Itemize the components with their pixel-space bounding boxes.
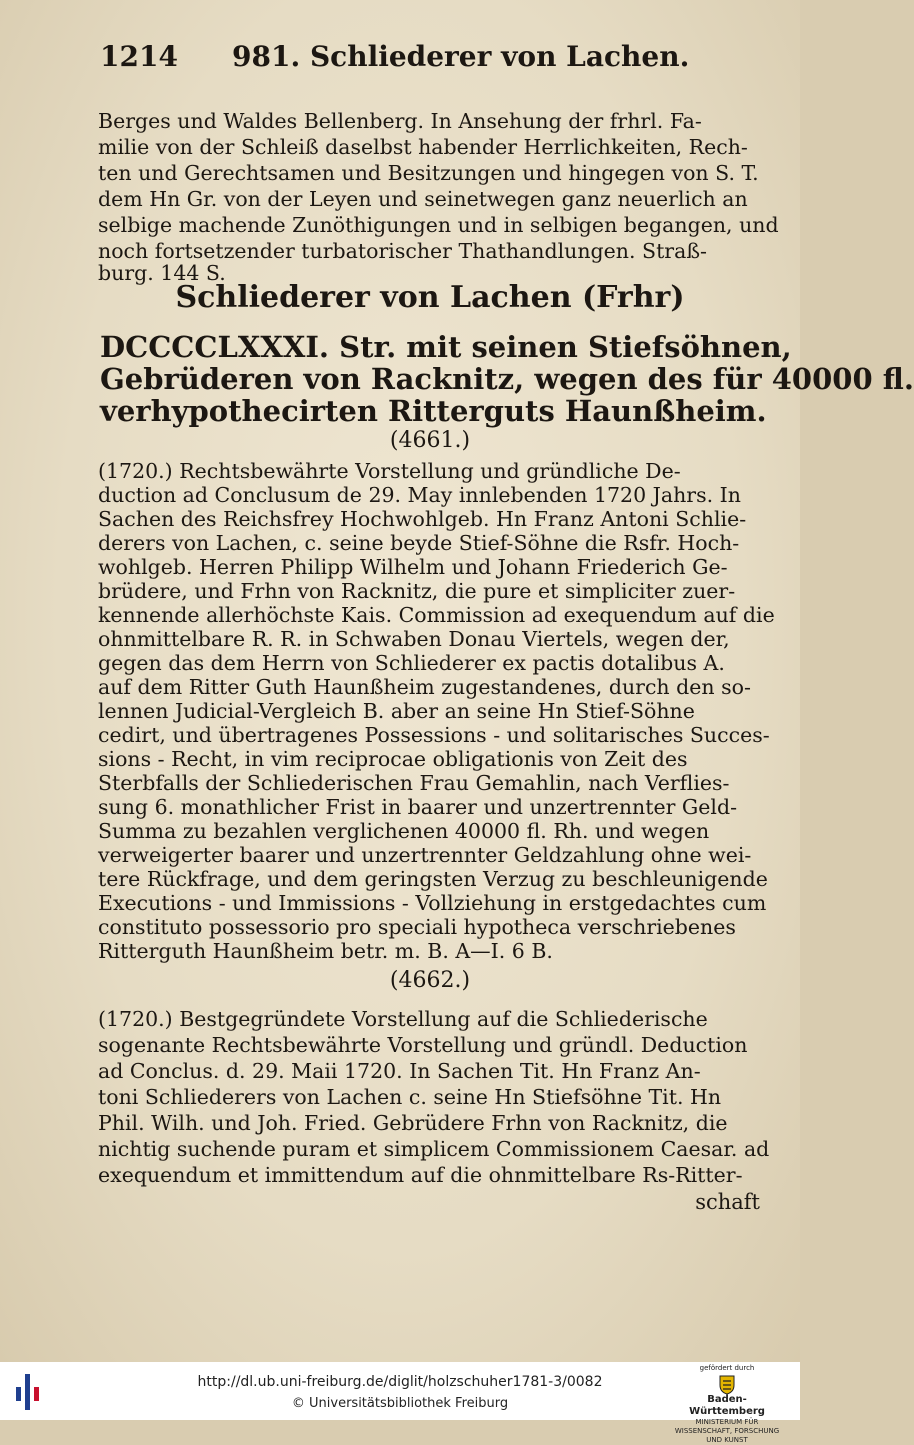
- item-line: Phil. Wilh. und Joh. Fried. Gebrüdere Frhn von Racknitz, die: [98, 1111, 728, 1135]
- item-line: wohlgeb. Herren Philipp Wilhelm und Johann Friederich Ge-: [98, 555, 728, 579]
- intro-line: burg. 144 S.: [98, 261, 226, 285]
- item-line: auf dem Ritter Guth Haunßheim zugestandenes, durch den so-: [98, 675, 751, 699]
- item-line: ad Conclus. d. 29. Maii 1720. In Sachen Tit. Hn Franz An-: [98, 1059, 701, 1083]
- item-line: Ritterguth Haunßheim betr. m. B. A—I. 6 B.: [98, 939, 553, 963]
- item-line: kennende allerhöchste Kais. Commission ad exequendum auf die: [98, 603, 775, 627]
- item-line: constituto possessorio pro speciali hypotheca verschriebenes: [98, 915, 736, 939]
- item-line: lennen Judicial-Vergleich B. aber an seine Hn Stief-Söhne: [98, 699, 695, 723]
- item-line: cedirt, und übertragenes Possessions - und solitarisches Succes-: [98, 723, 770, 747]
- item-line: sung 6. monathlicher Frist in baarer und unzertrennter Geld-: [98, 795, 738, 819]
- item-line: Executions - und Immissions - Vollziehung in erstgedachtes cum: [98, 891, 767, 915]
- copyright-text: © Universitätsbibliothek Freiburg: [291, 1396, 509, 1411]
- intro-line: Berges und Waldes Bellenberg. In Ansehung der frhrl. Fa-: [98, 109, 702, 133]
- item-line: ohnmittelbare R. R. in Schwaben Donau Viertels, wegen der,: [98, 627, 730, 651]
- intro-line: ten und Gerechtsamen und Besitzungen und hingegen von S. T.: [98, 161, 759, 185]
- item-line: (1720.) Rechtsbewährte Vorstellung und gründliche De-: [98, 459, 681, 483]
- sponsor-subtitle: MINISTERIUM FÜR WISSENSCHAFT, FORSCHUNG UND KUNST: [674, 1418, 780, 1444]
- item-line: sogenante Rechtsbewährte Vorstellung und gründl. Deduction: [98, 1033, 748, 1057]
- item-line: derers von Lachen, c. seine beyde Stief-Söhne die Rsfr. Hoch-: [98, 531, 740, 555]
- permalink-url[interactable]: http://dl.ub.uni-freiburg.de/diglit/holzschuher1781-3/0082: [197, 1374, 603, 1390]
- item-line: sions - Recht, in vim reciprocae obligationis von Zeit des: [98, 747, 688, 771]
- item-line: toni Schliederers von Lachen c. seine Hn Stiefsöhne Tit. Hn: [98, 1085, 722, 1109]
- page-number: 1214: [100, 40, 178, 73]
- catchword: schaft: [695, 1190, 760, 1214]
- entry-title-line: DCCCCLXXXI. Str. mit seinen Stiefsöhnen,: [100, 330, 792, 364]
- state-crest-icon: [712, 1374, 742, 1394]
- item-line: nichtig suchende puram et simplicem Commissionem Caesar. ad: [98, 1137, 770, 1161]
- section-heading: Schliederer von Lachen (Frhr): [175, 280, 685, 315]
- item-number: (4661.): [389, 428, 471, 453]
- running-title: 981. Schliederer von Lachen.: [232, 40, 690, 73]
- entry-title-line: verhypothecirten Ritterguts Haunßheim.: [100, 394, 767, 428]
- item-line: tere Rückfrage, und dem geringsten Verzug zu beschleunigende: [98, 867, 768, 891]
- intro-line: noch fortsetzender turbatorischer Thathandlungen. Straß-: [98, 239, 707, 263]
- item-line: Summa zu bezahlen verglichenen 40000 fl. Rh. und wegen: [98, 819, 710, 843]
- entry-title-line: Gebrüderen von Racknitz, wegen des für 40000 fl.: [100, 362, 914, 396]
- item-line: (1720.) Bestgegründete Vorstellung auf die Schliederische: [98, 1007, 708, 1031]
- item-line: exequendum et immittendum auf die ohnmittelbare Rs-Ritter-: [98, 1163, 743, 1187]
- item-number: (4662.): [389, 968, 471, 993]
- item-line: verweigerter baarer und unzertrennter Geldzahlung ohne wei-: [98, 843, 752, 867]
- sponsor-name: Baden-Württemberg: [689, 1394, 765, 1417]
- sponsor-label: gefördert durch: [699, 1364, 755, 1372]
- intro-line: milie von der Schleiß daselbst habender Herrlichkeiten, Rech-: [98, 135, 748, 159]
- intro-line: dem Hn Gr. von der Leyen und seinetwegen ganz neuerlich an: [98, 187, 748, 211]
- sponsor-block: [672, 1364, 782, 1445]
- intro-line: selbige machende Zunöthigungen und in selbigen begangen, und: [98, 213, 779, 237]
- item-line: gegen das dem Herrn von Schliederer ex pactis dotalibus A.: [98, 651, 725, 675]
- item-line: Sachen des Reichsfrey Hochwohlgeb. Hn Franz Antoni Schlie-: [98, 507, 747, 531]
- footer-bar: [0, 1362, 800, 1444]
- item-line: duction ad Conclusum de 29. May innlebenden 1720 Jahrs. In: [98, 483, 741, 507]
- page-header: [100, 40, 760, 84]
- item-line: brüdere, und Frhn von Racknitz, die pure et simpliciter zuer-: [98, 579, 736, 603]
- item-line: Sterbfalls der Schliederischen Frau Gemahlin, nach Verflies-: [98, 771, 730, 795]
